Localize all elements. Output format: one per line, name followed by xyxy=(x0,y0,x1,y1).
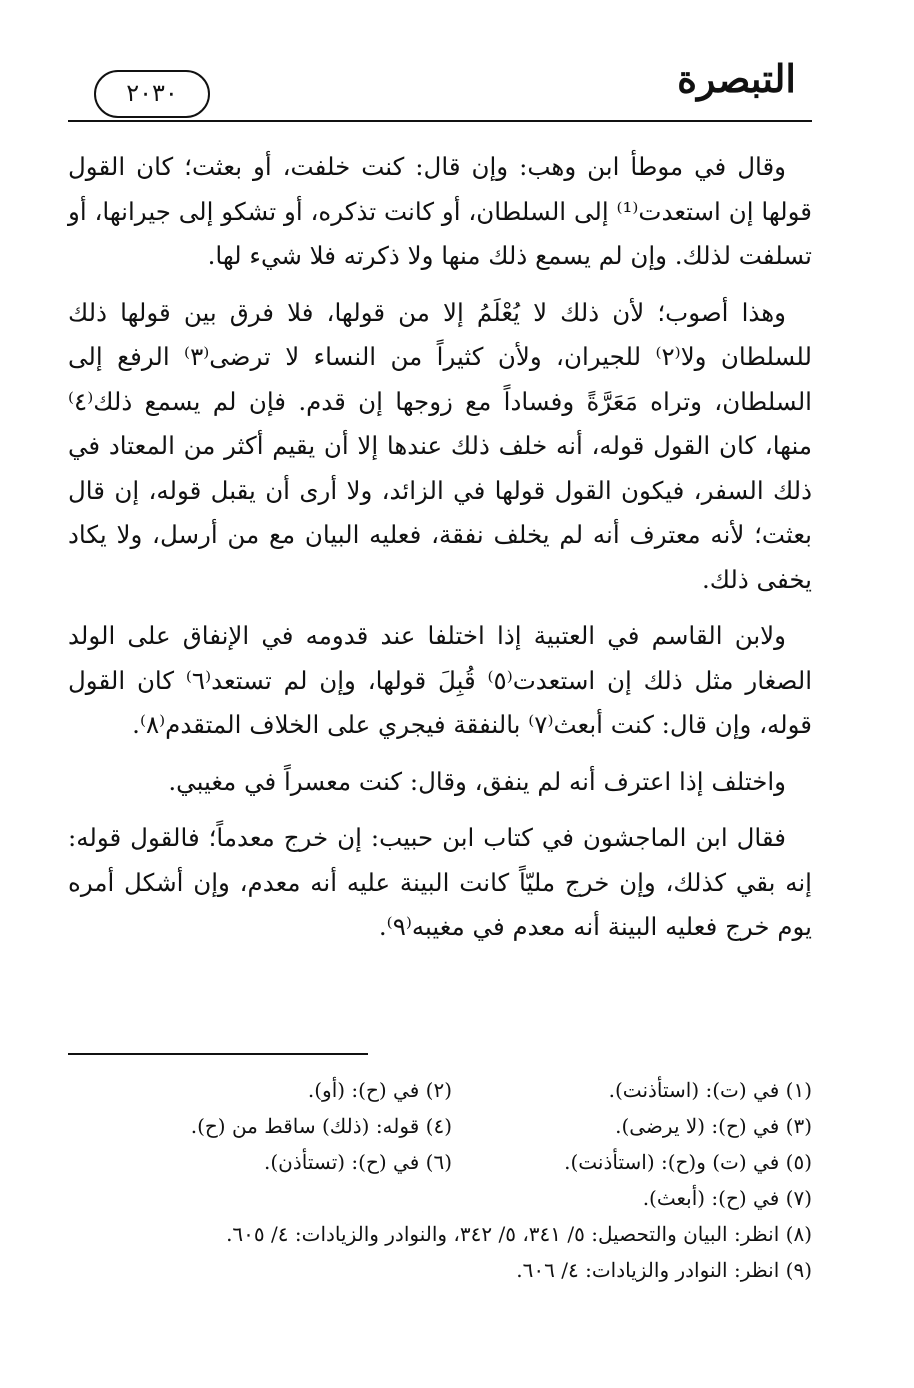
footnote: (٨) انظر: البيان والتحصيل: ٥/ ٣٤١، ٥/ ٣٤٢، والنوادر والزيادات: ٤/ ٦٠٥. xyxy=(226,1222,812,1246)
footnote: (٣) في (ح): (لا يرضى). xyxy=(615,1114,812,1138)
footnote: (٢) في (ح): (أو). xyxy=(307,1078,452,1102)
footnote: (٥) في (ت) و(ح): (استأذنت). xyxy=(564,1150,812,1174)
paragraph: وقال في موطأ ابن وهب: وإن قال: كنت خلفت، أو بعثت؛ كان القول قولها إن استعدت⁽¹⁾ إلى السلطان، أو كانت تذكره، أو تشكو إلى جيرانها، أو تسلفت لذلك. وإن لم يسمع ذلك منها ولا ذكرته فلا شيء لها. xyxy=(68,152,812,270)
paragraph: ولابن القاسم في العتبية إذا اختلفا عند قدومه في الإنفاق على الولد الصغار مثل ذلك إن استعدت⁽٥⁾ قُبِلَ قولها، وإن لم تستعد⁽٦⁾ كان القول قوله، وإن قال: كنت أبعث⁽٧⁾ بالنفقة فيجري على الخلاف المتقدم⁽٨⁾. xyxy=(68,621,813,739)
book-title: التبصرة xyxy=(677,56,796,101)
footnotes xyxy=(68,1072,812,1288)
header-rule xyxy=(68,120,812,122)
page-number: ٢٠٣٠ xyxy=(126,79,178,107)
book-page xyxy=(68,50,812,1350)
footnote: (٩) انظر: النوادر والزيادات: ٤/ ٦٠٦. xyxy=(516,1258,812,1282)
footnote: (٦) في (ح): (تستأذن). xyxy=(263,1150,452,1174)
paragraph: فقال ابن الماجشون في كتاب ابن حبيب: إن خرج معدماً؛ فالقول قوله: إنه بقي كذلك، وإن خرج مليّاً كانت البينة عليه أنه معدم، وإن أشكل أمره يوم خرج فعليه البينة أنه معدم في مغيبه⁽٩⁾. xyxy=(68,823,812,941)
paragraph: وهذا أصوب؛ لأن ذلك لا يُعْلَمُ إلا من قولها، فلا فرق بين قولها ذلك للسلطان ولا⁽٢⁾ للجيران، ولأن كثيراً من النساء لا ترضى⁽٣⁾ الرفع إلى السلطان، وتراه مَعَرَّةً وفساداً مع زوجها إن قدم. فإن لم يسمع ذلك⁽٤⁾ منها، كان القول قوله، أنه خلف ذلك عندها إلا أن يقيم أكثر من المعتاد في ذلك السفر، فيكون القول قولها في الزائد، ولا أرى أن يقبل قوله، إن قال بعثت؛ لأنه معترف أنه لم يخلف نفقة، فعليه البيان مع من أرسل، ولا يكاد يخفى ذلك. xyxy=(68,297,812,594)
footnote: (٧) في (ح): (أبعث). xyxy=(642,1186,812,1210)
footnote-separator xyxy=(68,1053,368,1055)
page-header xyxy=(68,50,812,120)
footnote: (٤) قوله: (ذلك) ساقط من (ح). xyxy=(190,1114,452,1138)
footnote: (١) في (ت): (استأذنت). xyxy=(608,1078,812,1102)
paragraph: واختلف إذا اعترف أنه لم ينفق، وقال: كنت معسراً في مغيبي. xyxy=(168,766,786,796)
page-number-badge xyxy=(94,70,210,118)
main-text xyxy=(68,145,812,962)
